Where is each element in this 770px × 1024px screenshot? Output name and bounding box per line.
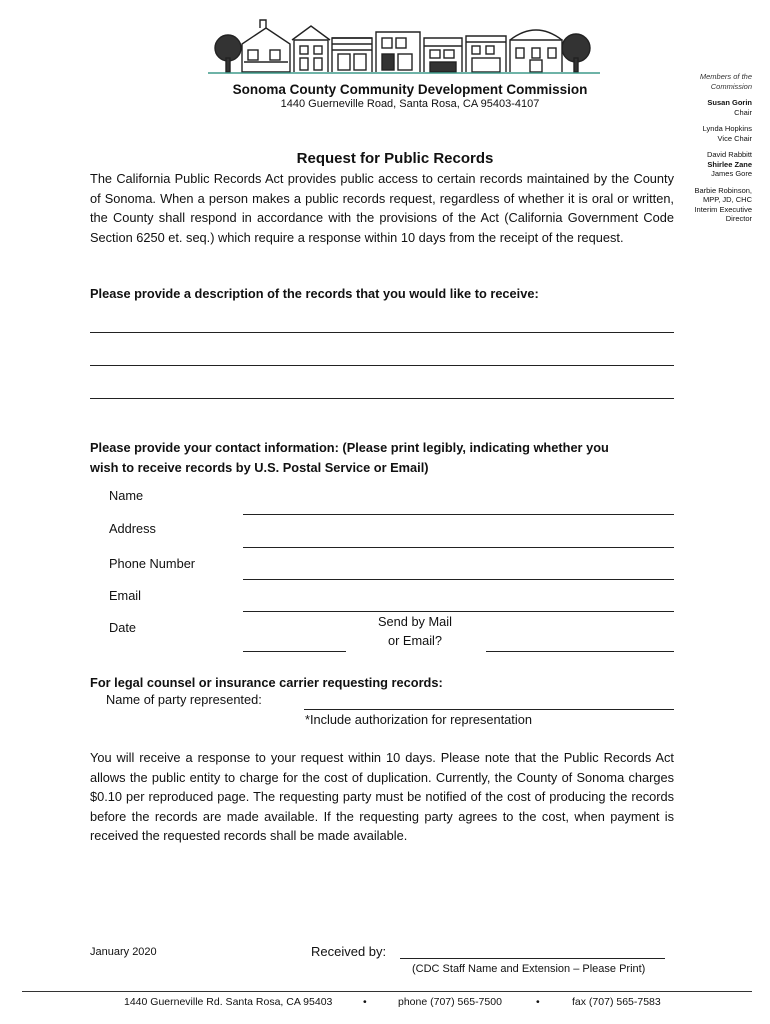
address-field[interactable] — [243, 547, 674, 548]
organization-address: 1440 Guerneville Road, Santa Rosa, CA 95403-4107 — [280, 98, 540, 110]
received-by-field[interactable] — [400, 958, 665, 959]
contact-prompt-line2: wish to receive records by U.S. Postal Service or Email) — [90, 460, 429, 475]
contact-prompt-line1: Please provide your contact information: (Please print legibly, indicating whether you — [90, 440, 609, 455]
member-name: MPP, JD, CHC — [702, 195, 752, 204]
phone-field[interactable] — [243, 579, 674, 580]
footer-fax: fax (707) 565-7583 — [572, 996, 661, 1008]
members-heading-line2: Commission — [710, 81, 752, 91]
address-label: Address — [109, 521, 156, 536]
received-by-label: Received by: — [311, 944, 387, 959]
date-field[interactable] — [243, 651, 346, 652]
member-role: Interim Executive — [694, 204, 752, 214]
party-label: Name of party represented: — [106, 692, 262, 707]
member-role: Director — [725, 214, 752, 223]
member-role: Vice Chair — [717, 133, 752, 143]
description-line-3[interactable] — [90, 398, 674, 399]
date-stamp: January 2020 — [90, 946, 157, 958]
legal-prompt: For legal counsel or insurance carrier requesting records: — [90, 675, 443, 690]
organization-name: Sonoma County Community Development Commission — [232, 82, 588, 97]
member-name: Shirlee Zane — [707, 159, 752, 169]
member-name: David Rabbitt — [706, 150, 752, 159]
footer-bullet: • — [363, 996, 367, 1008]
member-name: James Gore — [711, 169, 752, 178]
name-field[interactable] — [243, 514, 674, 515]
date-label: Date — [109, 620, 137, 635]
response-note: You will receive a response to your request within 10 days. Please note that the Public Records Act allows the public entity to charge for the cost of duplication. Currently, the County of Sonoma charges $0.10 per reproduced page. The requesting party must be notified of the cost of producing the records before the records are made available. If the requesting party agrees to the cost, when payment is received the requested records shall be made available. — [90, 750, 674, 843]
email-field[interactable] — [243, 611, 674, 612]
send-method-field[interactable] — [486, 651, 674, 652]
form-title: Request for Public Records — [296, 150, 494, 167]
email-label: Email — [109, 588, 141, 603]
member-name: Lynda Hopkins — [702, 124, 752, 133]
commission-members-list — [672, 72, 752, 224]
footer-rule — [22, 991, 752, 992]
phone-label: Phone Number — [109, 556, 196, 571]
footer-bullet: • — [536, 996, 540, 1008]
town-skyline-logo — [208, 18, 600, 74]
description-line-2[interactable] — [90, 365, 674, 366]
member-name: Susan Gorin — [707, 98, 752, 107]
description-prompt: Please provide a description of the records that you would like to receive: — [90, 286, 539, 301]
footer-address: 1440 Guerneville Rd. Santa Rosa, CA 95403 — [124, 996, 333, 1008]
description-line-1[interactable] — [90, 332, 674, 333]
member-role: Chair — [734, 107, 752, 117]
intro-paragraph: The California Public Records Act provides public access to certain records maintained by the County of Sonoma. When a person makes a public records request, regardless of whether it is oral or written, the County shall respond in accordance with the provisions of the Act (California Government Code Section 6250 et. seq.) which require a response within 10 days from the receipt of the request. — [90, 171, 674, 245]
footer-phone: phone (707) 565-7500 — [398, 996, 502, 1008]
party-field[interactable] — [304, 709, 674, 710]
send-by-line1: Send by Mail — [378, 614, 452, 629]
name-label: Name — [109, 488, 144, 503]
send-by-line2: or Email? — [387, 633, 443, 648]
authorization-note: *Include authorization for representation — [305, 712, 532, 727]
member-name: Barbie Robinson, — [694, 185, 752, 195]
staff-note: (CDC Staff Name and Extension – Please Print) — [412, 963, 646, 975]
members-heading-line1: Members of the — [699, 72, 752, 81]
